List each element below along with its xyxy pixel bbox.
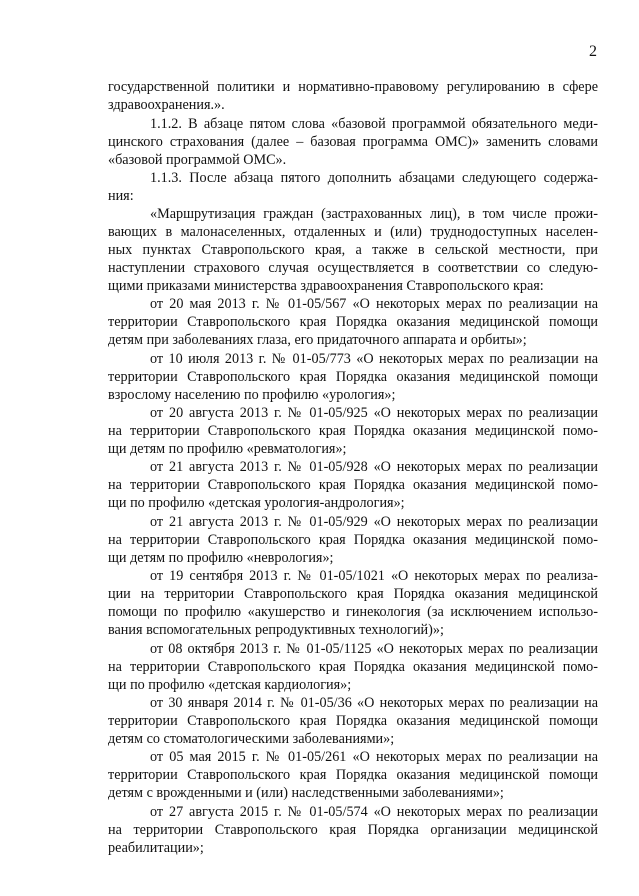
text-line: от 20 августа 2013 г. № 01-05/925 «О некоторых мерах по реализации	[150, 405, 598, 421]
text-line: детям со стоматологическими заболеваниями»;	[108, 731, 395, 747]
text-line: территории Ставропольского края Порядка оказания медицинской помощи	[108, 767, 598, 783]
text-line: щими приказами министерства здравоохранения Ставропольского края:	[108, 278, 544, 294]
text-line: от 10 июля 2013 г. № 01-05/773 «О некоторых мерах по реализации на	[150, 351, 598, 367]
text-line: детям при заболеваниях глаза, его придаточного аппарата и орбиты»;	[108, 332, 527, 348]
text-line: от 30 января 2014 г. № 01-05/36 «О некоторых мерах по реализации на	[150, 695, 598, 711]
text-line: ния:	[108, 188, 134, 204]
text-line: ции на территории Ставропольского края Порядка оказания медицинской	[108, 586, 598, 602]
text-line: на территории Ставропольского края Порядка оказания медицинской помо-	[108, 477, 598, 493]
text-line: государственной политики и нормативно-правовому регулированию в сфере	[108, 79, 598, 95]
text-line: территории Ставропольского края Порядка оказания медицинской помощи	[108, 713, 598, 729]
text-line: щи детям по профилю «неврология»;	[108, 550, 334, 566]
text-line: от 21 августа 2013 г. № 01-05/928 «О некоторых мерах по реализации	[150, 459, 598, 475]
text-line: на территории Ставропольского края Порядка оказания медицинской помо-	[108, 423, 598, 439]
text-line: на территории Ставропольского края Порядка организации медицинской	[108, 822, 598, 838]
text-line: на территории Ставропольского края Порядка оказания медицинской помо-	[108, 659, 598, 675]
text-line: щи по профилю «детская кардиология»;	[108, 677, 352, 693]
text-line: наступлении страхового случая осуществляется в соответствии со следую-	[108, 260, 598, 276]
text-line: от 08 октября 2013 г. № 01-05/1125 «О некоторых мерах по реализации	[150, 641, 598, 657]
text-line: «базовой программой ОМС».	[108, 152, 287, 168]
text-line: здравоохранения.».	[108, 97, 225, 113]
text-line: от 27 августа 2015 г. № 01-05/574 «О некоторых мерах по реализации	[150, 804, 598, 820]
text-line: от 19 сентября 2013 г. № 01-05/1021 «О некоторых мерах по реализа-	[150, 568, 598, 584]
text-line: от 20 мая 2013 г. № 01-05/567 «О некоторых мерах по реализации на	[150, 296, 598, 312]
text-line: территории Ставропольского края Порядка оказания медицинской помощи	[108, 369, 598, 385]
text-line: щи детям по профилю «ревматология»;	[108, 441, 347, 457]
text-line: вающих в малонаселенных, отдаленных и (или) труднодоступных населен-	[108, 224, 598, 240]
text-line: помощи по профилю «акушерство и гинекология (за исключением использо-	[108, 604, 598, 620]
text-line: от 21 августа 2013 г. № 01-05/929 «О некоторых мерах по реализации	[150, 514, 598, 530]
text-line: 1.1.3. После абзаца пятого дополнить абзацами следующего содержа-	[150, 170, 598, 186]
text-line: взрослому населению по профилю «урология»;	[108, 387, 396, 403]
text-line: щи по профилю «детская урология-андрология»;	[108, 495, 405, 511]
text-line: реабилитации»;	[108, 840, 204, 856]
text-line: детям с врожденными и (или) наследственными заболеваниями»;	[108, 785, 504, 801]
text-line: цинского страхования (далее – базовая программа ОМС)» заменить словами	[108, 134, 598, 150]
text-line: от 05 мая 2015 г. № 01-05/261 «О некоторых мерах по реализации на	[150, 749, 598, 765]
text-line: на территории Ставропольского края Порядка оказания медицинской помо-	[108, 532, 598, 548]
text-line: 1.1.2. В абзаце пятом слова «базовой программой обязательного меди-	[150, 116, 598, 132]
text-line: территории Ставропольского края Порядка оказания медицинской помощи	[108, 314, 598, 330]
text-line: вания вспомогательных репродуктивных технологий)»;	[108, 622, 444, 638]
text-line: ных пунктах Ставропольского края, а также в сельской местности, при	[108, 242, 598, 258]
text-line: «Маршрутизация граждан (застрахованных лиц), в том числе прожи-	[150, 206, 598, 222]
page-number: 2	[589, 43, 597, 60]
